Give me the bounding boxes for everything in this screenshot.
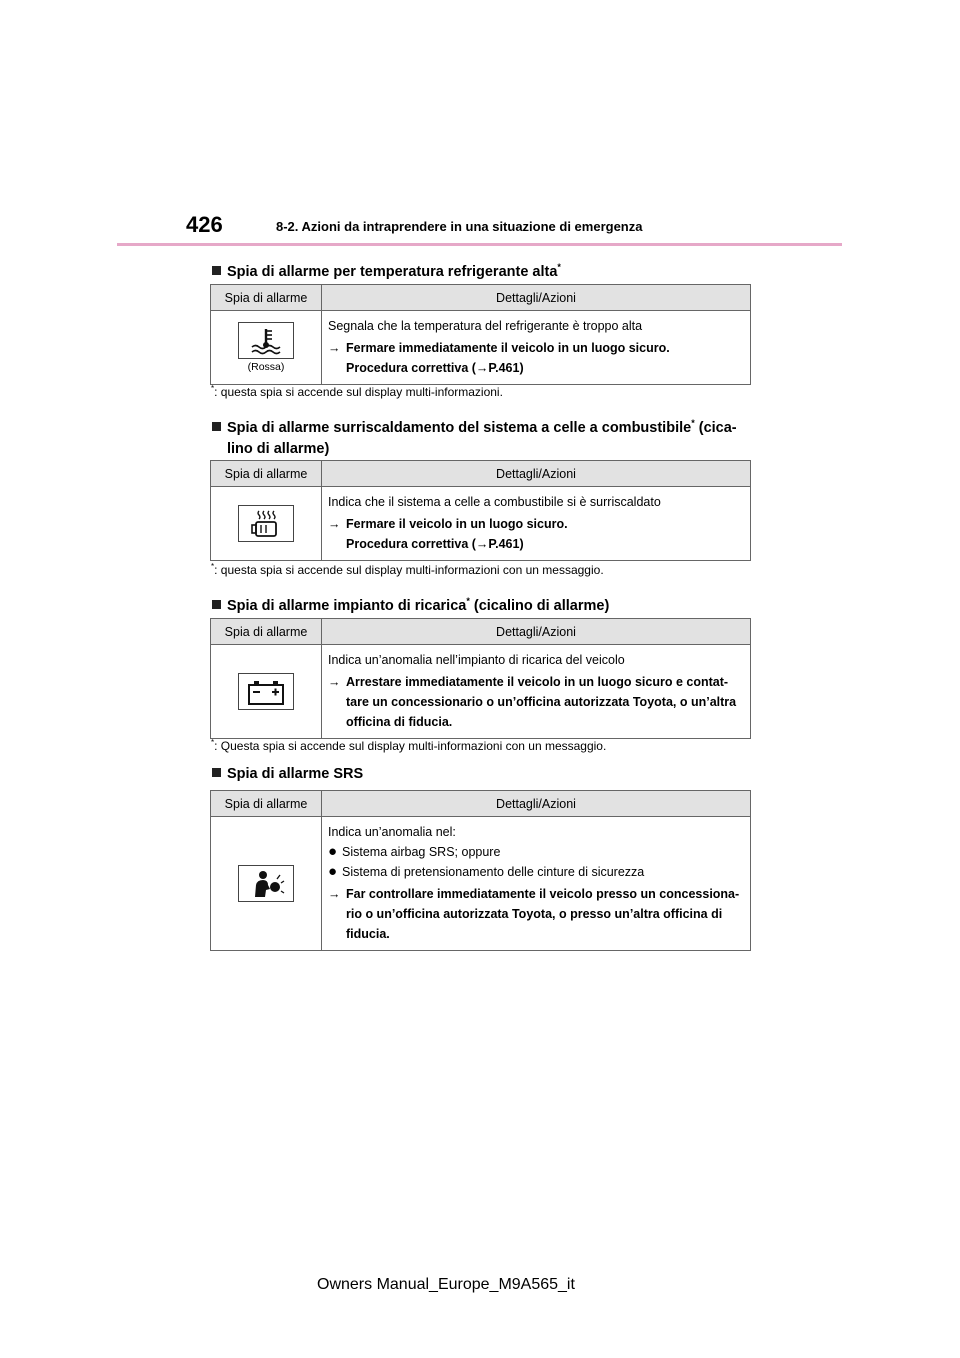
footnote-coolant: *: questa spia si accende sul display multi-informazioni. (211, 384, 503, 399)
footnote-charging: *: Questa spia si accende sul display multi-informazioni con un messaggio. (211, 738, 607, 753)
col-header-icon: Spia di allarme (211, 619, 322, 645)
arrow-icon: → (328, 887, 341, 901)
heading-fuel-cell: Spia di allarme surriscaldamento del sistema a celle a combustibile* (cica- lino di allarme) (212, 413, 737, 460)
header-divider (117, 243, 842, 246)
footnote-fuel-cell: *: questa spia si accende sul display multi-informazioni con un messaggio. (211, 562, 604, 577)
list-item: ● Sistema di pretensionamento delle cinture di sicurezza (328, 863, 645, 880)
arrow-icon: → (328, 341, 341, 355)
action-text: → Arrestare immediatamente il veicolo in un luogo sicuro e contat- tare un concessionario o un’officina autorizzata Toyota, o un’altra officina di fiducia. (328, 672, 744, 732)
heading-srs: Spia di allarme SRS (212, 764, 363, 785)
page-header (0, 0, 960, 250)
description: Indica che il sistema a celle a combustibile si è surriscaldato (328, 495, 661, 509)
col-header-details: Dettagli/Azioni (322, 285, 751, 311)
heading-charging: Spia di allarme impianto di ricarica* (cicalino di allarme) (212, 591, 609, 617)
col-header-details: Dettagli/Azioni (322, 461, 751, 487)
bullet-dot-icon: ● (328, 843, 338, 860)
arrow-icon: → (328, 675, 341, 689)
action-text: → Far controllare immediatamente il veicolo presso un concessiona- rio o un’officina autorizzata Toyota, o presso un’altra officina di fiducia. (328, 884, 744, 944)
table-srs (210, 790, 751, 951)
heading-coolant-temp: Spia di allarme per temperatura refrigerante alta* (212, 257, 561, 283)
description: Indica un’anomalia nell’impianto di ricarica del veicolo (328, 653, 625, 667)
heading-bullet-icon (212, 600, 221, 609)
footer-text: Owners Manual_Europe_M9A565_it (317, 1276, 575, 1293)
fuel-cell-overheat-icon (238, 505, 294, 542)
arrow-icon: → (328, 517, 341, 531)
description: Segnala che la temperatura del refrigerante è troppo alta (328, 319, 643, 333)
heading-bullet-icon (212, 266, 221, 275)
heading-bullet-icon (212, 422, 221, 431)
page-number: 426 (186, 212, 223, 237)
col-header-details: Dettagli/Azioni (322, 791, 751, 817)
action-text: → Fermare immediatamente il veicolo in un luogo sicuro. Procedura correttiva (→P.461) (328, 338, 744, 378)
icon-caption: (Rossa) (247, 361, 285, 373)
description: Indica un’anomalia nel: (328, 825, 456, 839)
table-fuel-cell (210, 460, 751, 561)
col-header-icon: Spia di allarme (211, 461, 322, 487)
section-title: 8-2. Azioni da intraprendere in una situazione di emergenza (276, 219, 643, 234)
action-text: → Fermare il veicolo in un luogo sicuro. Procedura correttiva (→P.461) (328, 514, 744, 554)
table-charging (210, 618, 751, 739)
list-item: ● Sistema airbag SRS; oppure (328, 843, 501, 860)
table-coolant-temp (210, 284, 751, 385)
col-header-icon: Spia di allarme (211, 285, 322, 311)
heading-bullet-icon (212, 768, 221, 777)
airbag-srs-icon (238, 865, 294, 902)
col-header-icon: Spia di allarme (211, 791, 322, 817)
coolant-temperature-icon (238, 322, 294, 359)
battery-icon (238, 673, 294, 710)
bullet-dot-icon: ● (328, 863, 338, 880)
col-header-details: Dettagli/Azioni (322, 619, 751, 645)
